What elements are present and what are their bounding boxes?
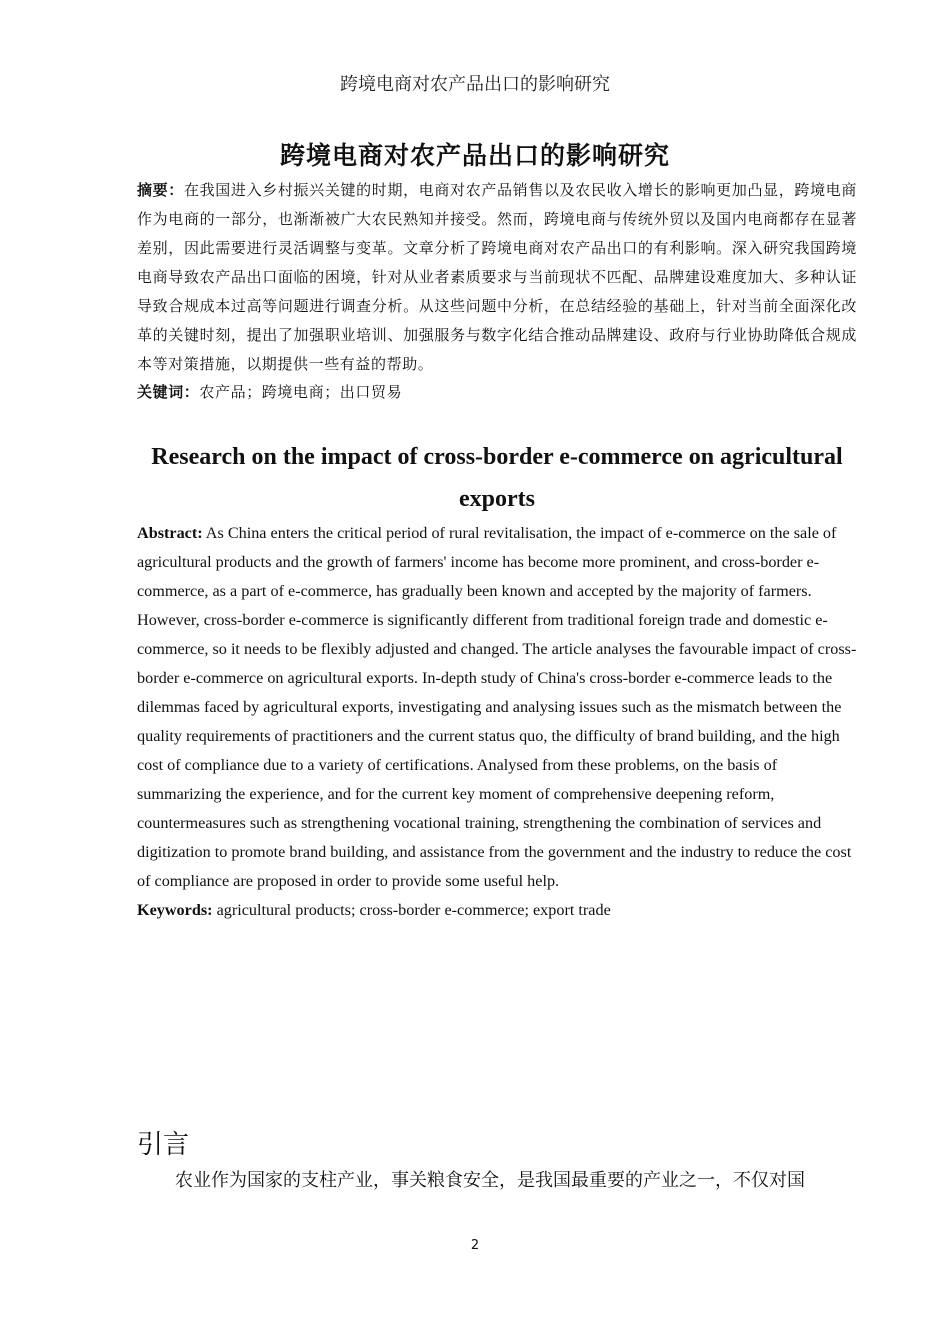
chinese-keywords-text: 农产品；跨境电商；出口贸易 xyxy=(199,383,403,401)
introduction-paragraph: 农业作为国家的支柱产业，事关粮食安全，是我国最重要的产业之一，不仅对国 xyxy=(175,1170,805,1191)
english-keywords-text: agricultural products; cross-border e-commerce; export trade xyxy=(212,901,611,919)
chinese-title: 跨境电商对农产品出口的影响研究 xyxy=(279,141,670,170)
chinese-keywords xyxy=(137,378,857,407)
english-title: Research on the impact of cross-border e-commerce on agricultural exports xyxy=(151,444,843,512)
chinese-abstract xyxy=(137,176,857,379)
section-heading-introduction: 引言 xyxy=(137,1130,190,1160)
english-abstract-text: As China enters the critical period of rural revitalisation, the impact of e-commerce on the sale of agricultural products and the growth of farmers' income has become more prominent, and cross-border e-commerce, as a part of e-commerce, has gradually been known and accepted by the majority of farmers. However, cross-border e-commerce is significantly different from traditional foreign trade and domestic e-commerce, so it needs to be flexibly adjusted and changed. The article analyses the favourable impact of cross-border e-commerce on agricultural exports. In-depth study of China's cross-border e-commerce leads to the dilemmas faced by agricultural exports, investigating and analysing issues such as the mismatch between the quality requirements of practitioners and the current status quo, the difficulty of brand building, and the high cost of compliance due to a variety of certifications. Analysed from these problems, on the basis of summarizing the experience, and for the current key moment of comprehensive deepening reform, countermeasures such as strengthening vocational training, strengthening the combination of services and digitization to promote brand building, and assistance from the government and the industry to reduce the cost of compliance are proposed in order to provide some useful help. xyxy=(137,524,857,890)
chinese-keywords-label: 关键词： xyxy=(137,383,200,401)
page-number: 2 xyxy=(470,1238,480,1253)
chinese-abstract-label: 摘要： xyxy=(137,181,184,199)
running-header: 跨境电商对农产品出口的影响研究 xyxy=(340,74,610,95)
english-abstract xyxy=(137,519,859,896)
english-keywords xyxy=(137,896,857,925)
chinese-abstract-text: 在我国进入乡村振兴关键的时期，电商对农产品销售以及农民收入增长的影响更加凸显，跨境电商作为电商的一部分，也渐渐被广大农民熟知并接受。然而，跨境电商与传统外贸以及国内电商都存在显著差别，因此需要进行灵活调整与变革。文章分析了跨境电商对农产品出口的有利影响。深入研究我国跨境电商导致农产品出口面临的困境，针对从业者素质要求与当前现状不匹配、品牌建设难度加大、多种认证导致合规成本过高等问题进行调查分析。从这些问题中分析，在总结经验的基础上，针对当前全面深化改革的关键时刻，提出了加强职业培训、加强服务与数字化结合推动品牌建设、政府与行业协助降低合规成本等对策措施，以期提供一些有益的帮助。 xyxy=(137,181,857,373)
english-abstract-label: Abstract: xyxy=(137,524,203,542)
english-keywords-label: Keywords: xyxy=(137,901,213,919)
